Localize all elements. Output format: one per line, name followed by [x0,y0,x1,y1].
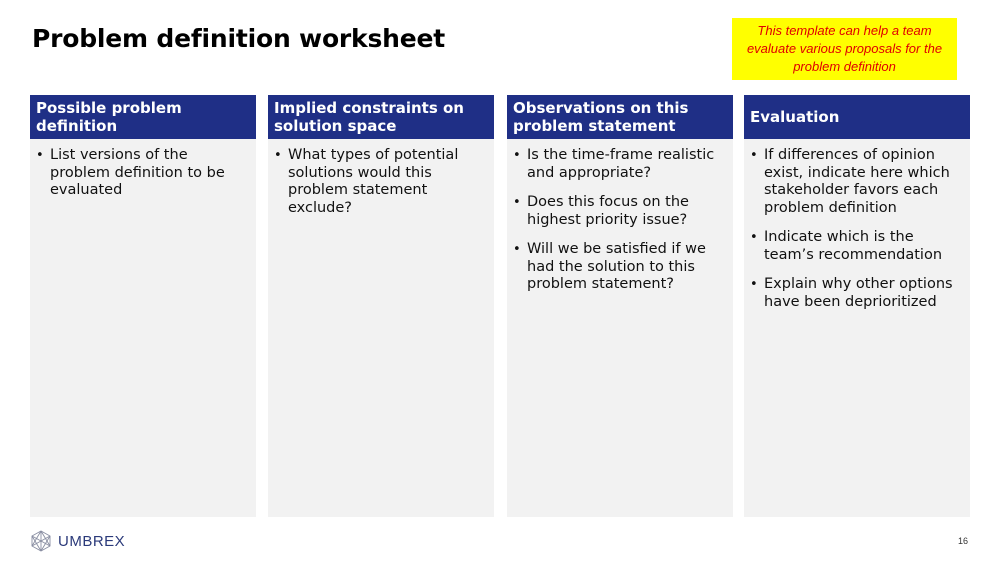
column-header: Evaluation [744,95,970,139]
column-implied-constraints [268,95,494,517]
bullet-list [744,139,970,311]
page-title: Problem definition worksheet [32,24,446,53]
list-item: • If differences of opinion exist, indicate here which stakeholder favors each problem definition [750,147,950,216]
bullet-list [507,139,733,294]
column-evaluation [744,95,970,517]
list-item: • What types of potential solutions would this problem statement exclude? [274,147,459,216]
logo-text: UMBREX [58,532,126,550]
column-header: Observations on this problem statement [507,95,733,139]
template-note-text: This template can help a team evaluate various proposals for the problem definition [746,23,943,74]
column-possible-problem-definition [30,95,256,517]
bullet-list [30,139,256,200]
column-header: Possible problem definition [30,95,256,139]
list-item: • Will we be satisfied if we had the solution to this problem statement? [513,241,706,292]
column-observations [507,95,733,517]
umbrex-logo [30,530,125,552]
list-item: • List versions of the problem definition to be evaluated [36,147,225,198]
list-item: • Explain why other options have been deprioritized [750,276,953,310]
umbrex-logo-icon [30,530,52,552]
column-header: Implied constraints on solution space [268,95,494,139]
template-note [732,18,957,80]
list-item: • Indicate which is the team’s recommendation [750,229,943,263]
list-item: • Does this focus on the highest priority issue? [513,194,689,228]
bullet-list [268,139,494,217]
list-item: • Is the time-frame realistic and appropriate? [513,147,715,181]
page-number: 16 [957,536,968,546]
